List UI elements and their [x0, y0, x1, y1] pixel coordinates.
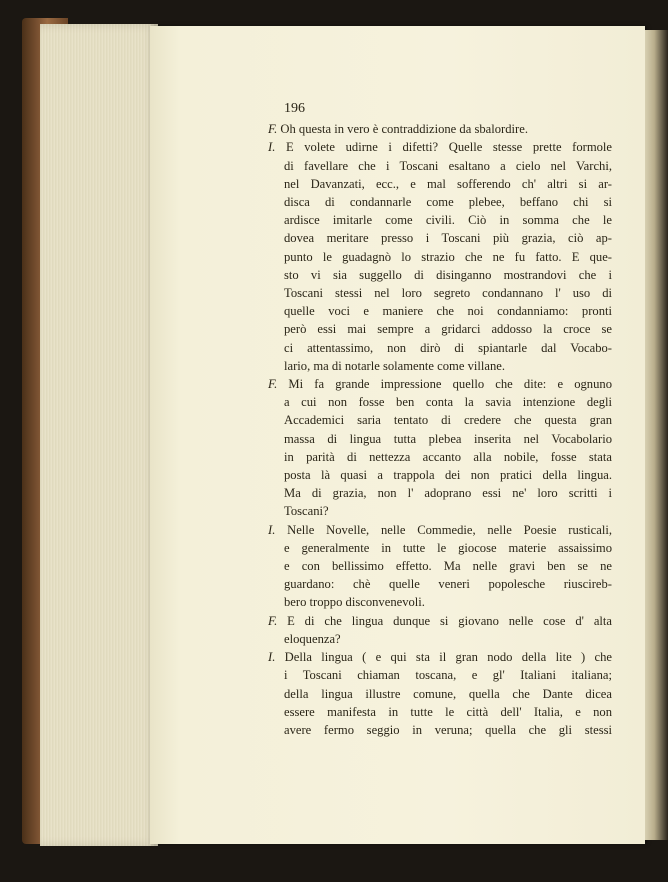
line-text: E volete udirne i difetti? Quelle stesse prette formole: [285, 140, 612, 155]
line-text: Toscani stessi nel loro segreto condannano l' uso di: [284, 286, 612, 301]
text-line: [268, 612, 612, 630]
text-line: [284, 593, 612, 611]
speaker-label: F.: [268, 122, 278, 137]
text-line: [284, 630, 612, 648]
text-line: [284, 357, 612, 375]
text-line: [284, 229, 612, 247]
line-text: però essi mai sempre a gridarci addosso la croce se: [284, 322, 612, 337]
line-text: guardano: chè quelle veneri popolesche riuscireb-: [284, 577, 612, 592]
speaker-label: F.: [268, 613, 278, 628]
line-text: bero troppo disconvenevoli.: [284, 595, 425, 610]
line-text: dovea meritare presso i Toscani più grazia, ciò ap-: [284, 231, 612, 246]
text-line: [284, 157, 612, 175]
line-text: sto vi sia suggello di disinganno mostrandovi che i: [284, 267, 612, 282]
text-line: [284, 484, 612, 502]
line-text: Oh questa in vero è contraddizione da sbalordire.: [280, 122, 528, 137]
page-edges: [40, 24, 158, 846]
speaker-label: I.: [268, 650, 276, 665]
line-text: Mi fa grande impressione quello che dite: e ognuno: [288, 377, 612, 392]
line-text: Toscani?: [284, 504, 329, 519]
text-line: [284, 466, 612, 484]
text-line: [284, 557, 612, 575]
line-text: Ma di grazia, non l' adoprano essi ne' loro scritti i: [284, 486, 612, 501]
speaker-label: F.: [268, 377, 278, 392]
line-text: i Toscani chiaman toscana, e gl' Italiani italiana;: [284, 668, 612, 683]
text-line: [268, 521, 612, 539]
right-page-edge: [645, 30, 668, 840]
line-text: posta là quasi a trappola dei non pratici della lingua.: [284, 468, 612, 483]
line-text: Nelle Novelle, nelle Commedie, nelle Poesie rusticali,: [287, 522, 612, 537]
speaker-label: I.: [268, 522, 276, 537]
line-text: eloquenza?: [284, 631, 341, 646]
line-text: punto le guadagnò lo strazio che ne fu fatto. E que-: [284, 249, 612, 264]
text-line: [284, 266, 612, 284]
text-line: [284, 502, 612, 520]
line-text: a cui non fosse ben conta la savia intenzione degli: [284, 395, 612, 410]
text-line: [284, 302, 612, 320]
text-line: [284, 339, 612, 357]
line-text: ardisce imitarle come civili. Ciò in somma che le: [284, 213, 612, 228]
line-text: lario, ma di notarle solamente come villane.: [284, 358, 506, 373]
page-number: 196: [284, 101, 305, 116]
text-line: [284, 211, 612, 229]
text-line: [284, 175, 612, 193]
text-line: [284, 393, 612, 411]
line-text: della lingua illustre comune, quella che Dante dicea: [284, 686, 612, 701]
text-line: [268, 375, 612, 393]
dialogue-text: [268, 120, 612, 739]
line-text: e con bellissimo effetto. Ma nelle gravi ben se ne: [284, 559, 612, 574]
text-line: [284, 666, 612, 684]
line-text: Della lingua ( e qui sta il gran nodo della lite ) che: [284, 650, 612, 665]
text-line: [284, 248, 612, 266]
text-line: [284, 430, 612, 448]
text-line: [268, 120, 612, 138]
text-line: [284, 721, 612, 739]
page-text: [268, 100, 612, 739]
text-line: [284, 703, 612, 721]
speaker-label: I.: [268, 140, 276, 155]
line-text: E di che lingua dunque si giovano nelle cose d' alta: [287, 613, 612, 628]
line-text: massa di lingua tutta plebea inserita nel Vocabolario: [284, 431, 612, 446]
text-line: [284, 193, 612, 211]
line-text: quelle voci e maniere che noi condanniamo: pronti: [284, 304, 612, 319]
line-text: essere manifesta in tutte le città dell' Italia, e non: [284, 704, 612, 719]
line-text: avere fermo seggio in veruna; quella che gli stessi: [284, 722, 612, 737]
line-text: nel Davanzati, ecc., e mal sofferendo ch' altri si ar-: [284, 176, 612, 191]
text-line: [284, 575, 612, 593]
text-line: [284, 448, 612, 466]
text-line: [284, 320, 612, 338]
line-text: di favellare che i Toscani esaltano a cielo nel Varchi,: [284, 158, 612, 173]
line-text: disca di condannarle come plebee, beffano chi si: [284, 195, 612, 210]
text-line: [268, 648, 612, 666]
text-line: [284, 539, 612, 557]
line-text: e generalmente in tutte le giocose materie assaissimo: [284, 540, 612, 555]
text-line: [268, 138, 612, 156]
text-line: [284, 685, 612, 703]
line-text: ci attentassimo, non dirò di spiantarle dal Vocabo-: [284, 340, 612, 355]
text-line: [284, 411, 612, 429]
text-line: [284, 284, 612, 302]
line-text: Accademici saria tentato di credere che questa gran: [284, 413, 612, 428]
line-text: in parità di nettezza accanto alla nobile, fosse stata: [284, 449, 612, 464]
